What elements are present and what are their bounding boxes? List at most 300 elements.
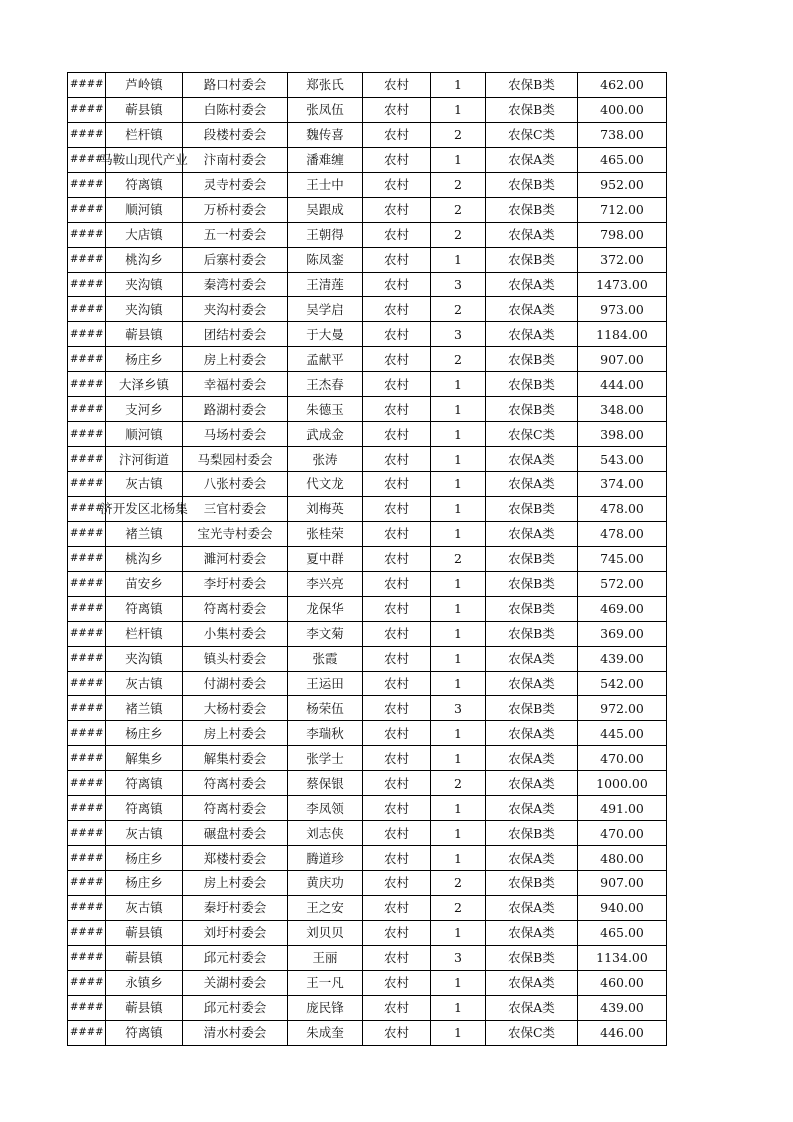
- village-cell: [183, 671, 288, 696]
- town-text: 符离镇: [125, 177, 163, 193]
- count-text: 1: [454, 501, 462, 517]
- village-cell: [183, 1020, 288, 1045]
- village-cell: [183, 646, 288, 671]
- town-cell: [106, 821, 183, 846]
- name-cell: [288, 521, 363, 546]
- name-cell: [288, 995, 363, 1020]
- amount-text: 478.00: [600, 526, 644, 542]
- area-type-text: 农村: [383, 825, 409, 841]
- date-text: ####: [70, 204, 104, 216]
- name-cell: [288, 172, 363, 197]
- category-cell: [486, 147, 578, 172]
- village-text: 后寨村委会: [203, 252, 267, 268]
- category-cell: [486, 821, 578, 846]
- count-text: 2: [454, 301, 462, 317]
- category-text: 农保A类: [508, 301, 555, 317]
- table-row: [68, 472, 667, 497]
- count-cell: [431, 821, 486, 846]
- amount-cell: [578, 771, 667, 796]
- category-text: 农保A类: [508, 800, 555, 816]
- village-text: 秦圩村委会: [203, 900, 267, 916]
- count-text: 1: [454, 1025, 462, 1041]
- count-cell: [431, 97, 486, 122]
- amount-cell: [578, 970, 667, 995]
- name-text: 张桂荣: [306, 526, 344, 542]
- town-text: 支河乡: [125, 401, 163, 417]
- date-cell: [68, 297, 106, 322]
- town-cell: [106, 721, 183, 746]
- amount-cell: [578, 696, 667, 721]
- name-text: 张霞: [312, 651, 338, 667]
- town-cell: [106, 397, 183, 422]
- category-text: 农保A类: [508, 675, 555, 691]
- name-cell: [288, 322, 363, 347]
- town-text: 蕲县镇: [125, 1000, 163, 1016]
- town-cell: [106, 920, 183, 945]
- name-text: 李凤领: [306, 800, 344, 816]
- village-text: 邱元村委会: [203, 950, 267, 966]
- amount-text: 907.00: [600, 351, 644, 367]
- name-cell: [288, 472, 363, 497]
- amount-cell: [578, 746, 667, 771]
- village-text: 李圩村委会: [203, 576, 267, 592]
- date-cell: [68, 721, 106, 746]
- name-text: 刘梅英: [306, 501, 344, 517]
- area-type-cell: [363, 646, 431, 671]
- table-row: [68, 372, 667, 397]
- area-type-cell: [363, 397, 431, 422]
- table-row: [68, 771, 667, 796]
- amount-cell: [578, 247, 667, 272]
- name-cell: [288, 222, 363, 247]
- area-type-cell: [363, 197, 431, 222]
- count-text: 1: [454, 451, 462, 467]
- village-cell: [183, 422, 288, 447]
- village-text: 大杨村委会: [203, 700, 267, 716]
- category-text: 农保B类: [508, 351, 555, 367]
- village-cell: [183, 721, 288, 746]
- town-text: 蕲县镇: [125, 102, 163, 118]
- town-cell: [106, 322, 183, 347]
- name-cell: [288, 272, 363, 297]
- category-cell: [486, 447, 578, 472]
- amount-cell: [578, 596, 667, 621]
- name-cell: [288, 846, 363, 871]
- village-cell: [183, 197, 288, 222]
- category-cell: [486, 721, 578, 746]
- village-cell: [183, 546, 288, 571]
- town-text: 蕲县镇: [125, 950, 163, 966]
- amount-text: 491.00: [600, 800, 644, 816]
- count-text: 2: [454, 202, 462, 218]
- amount-text: 952.00: [600, 177, 644, 193]
- date-cell: [68, 272, 106, 297]
- amount-cell: [578, 646, 667, 671]
- name-text: 王一凡: [306, 975, 344, 991]
- category-cell: [486, 122, 578, 147]
- area-type-cell: [363, 272, 431, 297]
- name-text: 黄庆功: [306, 875, 344, 891]
- amount-cell: [578, 447, 667, 472]
- count-cell: [431, 397, 486, 422]
- table-row: [68, 447, 667, 472]
- area-type-cell: [363, 472, 431, 497]
- area-type-cell: [363, 571, 431, 596]
- date-cell: [68, 646, 106, 671]
- village-cell: [183, 521, 288, 546]
- count-cell: [431, 322, 486, 347]
- table-row: [68, 746, 667, 771]
- name-text: 张涛: [312, 451, 338, 467]
- name-text: 魏传喜: [306, 127, 344, 143]
- area-type-text: 农村: [383, 775, 409, 791]
- area-type-cell: [363, 696, 431, 721]
- date-cell: [68, 222, 106, 247]
- amount-text: 372.00: [600, 252, 644, 268]
- table-row: [68, 422, 667, 447]
- category-cell: [486, 272, 578, 297]
- count-cell: [431, 222, 486, 247]
- category-cell: [486, 1020, 578, 1045]
- date-text: ####: [70, 104, 104, 116]
- count-cell: [431, 272, 486, 297]
- town-cell: [106, 447, 183, 472]
- town-cell: [106, 1020, 183, 1045]
- area-type-text: 农村: [383, 900, 409, 916]
- count-cell: [431, 496, 486, 521]
- village-cell: [183, 147, 288, 172]
- town-cell: [106, 846, 183, 871]
- date-cell: [68, 172, 106, 197]
- town-cell: [106, 372, 183, 397]
- table-row: [68, 247, 667, 272]
- name-text: 夏中群: [306, 551, 344, 567]
- area-type-cell: [363, 347, 431, 372]
- name-text: 张学士: [306, 750, 344, 766]
- name-text: 代文龙: [306, 476, 344, 492]
- name-cell: [288, 1020, 363, 1045]
- name-text: 杨荣伍: [306, 700, 344, 716]
- count-cell: [431, 945, 486, 970]
- category-text: 农保A类: [508, 526, 555, 542]
- date-text: ####: [70, 303, 104, 315]
- category-text: 农保B类: [508, 601, 555, 617]
- village-cell: [183, 846, 288, 871]
- village-text: 团结村委会: [203, 326, 267, 342]
- village-cell: [183, 696, 288, 721]
- name-text: 朱德玉: [306, 401, 344, 417]
- amount-text: 400.00: [600, 102, 644, 118]
- category-text: 农保B类: [508, 501, 555, 517]
- name-text: 朱成奎: [306, 1025, 344, 1041]
- amount-cell: [578, 122, 667, 147]
- amount-text: 462.00: [600, 77, 644, 93]
- area-type-cell: [363, 671, 431, 696]
- name-cell: [288, 646, 363, 671]
- count-text: 1: [454, 1000, 462, 1016]
- village-text: 万桥村委会: [203, 202, 267, 218]
- name-text: 武成金: [306, 426, 344, 442]
- count-text: 1: [454, 576, 462, 592]
- count-text: 1: [454, 376, 462, 392]
- count-text: 1: [454, 152, 462, 168]
- town-cell: [106, 970, 183, 995]
- table-row: [68, 122, 667, 147]
- name-text: 王士中: [306, 177, 344, 193]
- town-cell: [106, 671, 183, 696]
- town-text: 顺河镇: [125, 426, 163, 442]
- amount-cell: [578, 521, 667, 546]
- area-type-text: 农村: [383, 875, 409, 891]
- town-cell: [106, 97, 183, 122]
- category-cell: [486, 920, 578, 945]
- date-cell: [68, 521, 106, 546]
- name-cell: [288, 546, 363, 571]
- town-cell: [106, 73, 183, 98]
- category-cell: [486, 322, 578, 347]
- category-text: 农保A类: [508, 1000, 555, 1016]
- category-text: 农保A类: [508, 775, 555, 791]
- date-text: ####: [70, 403, 104, 415]
- count-cell: [431, 247, 486, 272]
- area-type-text: 农村: [383, 276, 409, 292]
- date-text: ####: [70, 977, 104, 989]
- village-text: 小集村委会: [203, 626, 267, 642]
- town-text: 夹沟镇: [125, 301, 163, 317]
- area-type-cell: [363, 297, 431, 322]
- date-cell: [68, 97, 106, 122]
- village-cell: [183, 746, 288, 771]
- category-text: 农保A类: [508, 227, 555, 243]
- count-text: 3: [454, 276, 462, 292]
- village-cell: [183, 871, 288, 896]
- town-cell: [106, 871, 183, 896]
- date-text: ####: [70, 478, 104, 490]
- amount-text: 444.00: [600, 376, 644, 392]
- count-cell: [431, 73, 486, 98]
- date-text: ####: [70, 1027, 104, 1039]
- table-row: [68, 796, 667, 821]
- date-text: ####: [70, 179, 104, 191]
- village-text: 付湖村委会: [203, 675, 267, 691]
- table-row: [68, 721, 667, 746]
- table-row: [68, 871, 667, 896]
- count-text: 3: [454, 950, 462, 966]
- date-text: ####: [70, 952, 104, 964]
- name-text: 王杰春: [306, 376, 344, 392]
- date-cell: [68, 671, 106, 696]
- village-text: 房上村委会: [203, 351, 267, 367]
- town-text: 马鞍山现代产业: [100, 152, 188, 168]
- area-type-cell: [363, 771, 431, 796]
- category-cell: [486, 546, 578, 571]
- name-cell: [288, 422, 363, 447]
- table-row: [68, 147, 667, 172]
- name-cell: [288, 122, 363, 147]
- area-type-cell: [363, 147, 431, 172]
- table-body: [68, 73, 667, 1046]
- category-text: 农保B类: [508, 551, 555, 567]
- area-type-text: 农村: [383, 376, 409, 392]
- area-type-cell: [363, 945, 431, 970]
- category-cell: [486, 945, 578, 970]
- category-cell: [486, 596, 578, 621]
- town-text: 桃沟乡: [125, 252, 163, 268]
- count-text: 1: [454, 601, 462, 617]
- name-text: 王运田: [306, 675, 344, 691]
- amount-text: 446.00: [600, 1025, 644, 1041]
- category-text: 农保A类: [508, 276, 555, 292]
- town-cell: [106, 247, 183, 272]
- area-type-text: 农村: [383, 675, 409, 691]
- area-type-cell: [363, 546, 431, 571]
- town-cell: [106, 995, 183, 1020]
- name-cell: [288, 347, 363, 372]
- date-cell: [68, 696, 106, 721]
- date-text: ####: [70, 503, 104, 515]
- amount-text: 470.00: [600, 750, 644, 766]
- table-row: [68, 73, 667, 98]
- amount-text: 348.00: [600, 401, 644, 417]
- name-cell: [288, 372, 363, 397]
- count-text: 1: [454, 825, 462, 841]
- date-text: ####: [70, 827, 104, 839]
- area-type-text: 农村: [383, 576, 409, 592]
- village-cell: [183, 621, 288, 646]
- amount-text: 478.00: [600, 501, 644, 517]
- village-cell: [183, 297, 288, 322]
- name-cell: [288, 397, 363, 422]
- count-cell: [431, 871, 486, 896]
- amount-cell: [578, 871, 667, 896]
- date-cell: [68, 821, 106, 846]
- amount-cell: [578, 222, 667, 247]
- table-row: [68, 596, 667, 621]
- date-cell: [68, 347, 106, 372]
- category-text: 农保A类: [508, 326, 555, 342]
- town-text: 符离镇: [125, 601, 163, 617]
- village-text: 路湖村委会: [203, 401, 267, 417]
- town-text: 褚兰镇: [125, 700, 163, 716]
- name-cell: [288, 197, 363, 222]
- village-cell: [183, 596, 288, 621]
- village-text: 关湖村委会: [203, 975, 267, 991]
- category-cell: [486, 97, 578, 122]
- count-text: 1: [454, 102, 462, 118]
- name-cell: [288, 696, 363, 721]
- table-row: [68, 571, 667, 596]
- area-type-cell: [363, 73, 431, 98]
- area-type-text: 农村: [383, 850, 409, 866]
- village-cell: [183, 397, 288, 422]
- name-text: 李瑞秋: [306, 725, 344, 741]
- amount-cell: [578, 895, 667, 920]
- town-text: 杨庄乡: [125, 725, 163, 741]
- area-type-text: 农村: [383, 651, 409, 667]
- count-text: 1: [454, 725, 462, 741]
- category-text: 农保A类: [508, 476, 555, 492]
- amount-text: 745.00: [600, 551, 644, 567]
- area-type-text: 农村: [383, 601, 409, 617]
- category-cell: [486, 621, 578, 646]
- name-cell: [288, 821, 363, 846]
- amount-text: 480.00: [600, 850, 644, 866]
- amount-cell: [578, 297, 667, 322]
- area-type-text: 农村: [383, 177, 409, 193]
- town-text: 桃沟乡: [125, 551, 163, 567]
- date-cell: [68, 871, 106, 896]
- count-cell: [431, 122, 486, 147]
- amount-text: 1184.00: [596, 326, 648, 342]
- village-text: 灵寺村委会: [203, 177, 267, 193]
- town-cell: [106, 472, 183, 497]
- area-type-cell: [363, 796, 431, 821]
- category-text: 农保A类: [508, 850, 555, 866]
- village-text: 夹沟村委会: [203, 301, 267, 317]
- name-text: 吴学启: [306, 301, 344, 317]
- date-cell: [68, 796, 106, 821]
- table-row: [68, 222, 667, 247]
- category-text: 农保B类: [508, 875, 555, 891]
- town-text: 符离镇: [125, 775, 163, 791]
- category-text: 农保B类: [508, 77, 555, 93]
- count-text: 3: [454, 326, 462, 342]
- date-text: ####: [70, 702, 104, 714]
- category-text: 农保A类: [508, 725, 555, 741]
- date-text: ####: [70, 727, 104, 739]
- amount-text: 973.00: [600, 301, 644, 317]
- date-text: ####: [70, 653, 104, 665]
- category-text: 农保A类: [508, 900, 555, 916]
- amount-text: 907.00: [600, 875, 644, 891]
- area-type-text: 农村: [383, 326, 409, 342]
- area-type-text: 农村: [383, 925, 409, 941]
- name-text: 庞民锋: [306, 1000, 344, 1016]
- category-cell: [486, 422, 578, 447]
- town-cell: [106, 895, 183, 920]
- amount-cell: [578, 347, 667, 372]
- village-cell: [183, 247, 288, 272]
- count-text: 2: [454, 875, 462, 891]
- category-cell: [486, 347, 578, 372]
- village-text: 马场村委会: [203, 426, 267, 442]
- village-text: 碾盘村委会: [203, 825, 267, 841]
- amount-text: 738.00: [600, 127, 644, 143]
- name-cell: [288, 771, 363, 796]
- category-text: 农保C类: [507, 1025, 556, 1041]
- count-text: 1: [454, 800, 462, 816]
- area-type-text: 农村: [383, 451, 409, 467]
- count-cell: [431, 646, 486, 671]
- amount-cell: [578, 796, 667, 821]
- table-row: [68, 821, 667, 846]
- town-cell: [106, 696, 183, 721]
- category-text: 农保B类: [508, 102, 555, 118]
- date-text: ####: [70, 553, 104, 565]
- date-cell: [68, 422, 106, 447]
- count-cell: [431, 920, 486, 945]
- village-text: 解集村委会: [203, 750, 267, 766]
- count-text: 2: [454, 351, 462, 367]
- name-text: 王清莲: [306, 276, 344, 292]
- category-cell: [486, 521, 578, 546]
- amount-text: 439.00: [600, 1000, 644, 1016]
- town-text: 蕲县镇: [125, 326, 163, 342]
- village-text: 郑楼村委会: [203, 850, 267, 866]
- table-row: [68, 970, 667, 995]
- table-row: [68, 297, 667, 322]
- name-cell: [288, 895, 363, 920]
